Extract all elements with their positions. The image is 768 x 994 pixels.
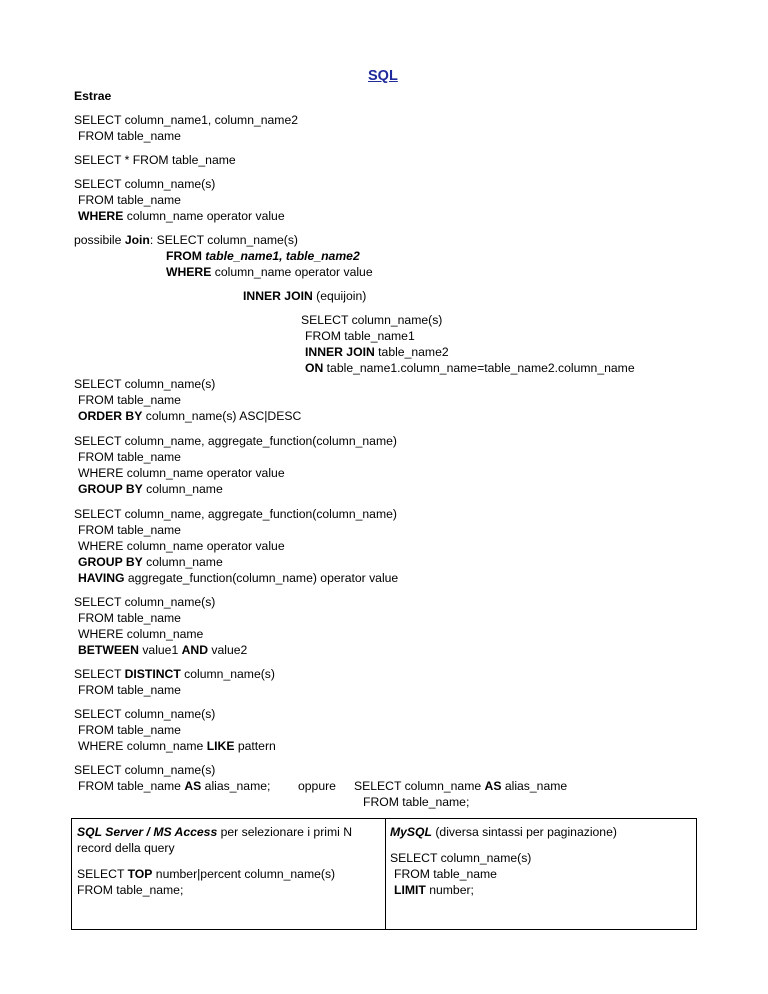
code-line: FROM table_name1: [305, 329, 415, 343]
code-line: FROM table_name: [394, 867, 497, 881]
code-line: [301, 360, 635, 376]
code-line: SELECT column_name(s): [390, 851, 532, 865]
keyword: BETWEEN: [78, 643, 139, 657]
code-line: [74, 554, 398, 570]
keyword: INNER JOIN: [305, 345, 375, 359]
query-alias: [74, 762, 270, 794]
keyword: LIMIT: [394, 883, 426, 897]
code-line: [74, 570, 398, 586]
code-text: column_name(s): [180, 667, 275, 681]
code-line: SELECT column_name1, column_name2: [74, 113, 299, 127]
query-distinct: [74, 666, 275, 698]
code-text: : SELECT column_name(s): [149, 233, 298, 247]
keyword: DISTINCT: [124, 667, 181, 681]
query-between: [74, 594, 247, 658]
keyword: AND: [181, 643, 209, 657]
code-line: FROM table_name: [78, 450, 181, 464]
code-text: number|percent column_name(s): [152, 867, 336, 881]
code-text: (equijoin): [312, 289, 367, 303]
inner-join-heading: [243, 288, 366, 304]
query-select-columns: [74, 112, 298, 144]
product-name: SQL Server / MS Access: [77, 825, 218, 839]
code-line: [74, 408, 301, 424]
keyword: GROUP BY: [78, 555, 143, 569]
cell-text: per selezionare i primi N record della query: [77, 825, 353, 855]
page-title: SQL: [368, 68, 398, 84]
code-text: pattern: [234, 739, 276, 753]
code-line: [74, 666, 275, 682]
join-where-line: [166, 264, 373, 280]
code-text: value1: [138, 643, 182, 657]
code-line: FROM table_name: [78, 723, 181, 737]
join-from-line: [166, 248, 360, 264]
keyword: Join: [124, 233, 150, 247]
code-text: column_name operator value: [123, 209, 285, 223]
keyword: ORDER BY: [78, 409, 143, 423]
code-line: FROM table_name;: [77, 883, 184, 897]
code-text: column_name operator value: [211, 265, 373, 279]
limit-comparison-table: [71, 818, 697, 930]
code-line: [74, 778, 270, 794]
keyword: LIKE: [206, 739, 235, 753]
keyword: WHERE: [78, 209, 124, 223]
code-line: [74, 481, 397, 497]
code-line: WHERE column_name: [78, 627, 204, 641]
code-text: aggregate_function(column_name) operator value: [124, 571, 399, 585]
cell-heading: [390, 824, 690, 840]
code-line: [301, 344, 635, 360]
section-heading: Estrae: [74, 89, 112, 103]
code-line: SELECT column_name, aggregate_function(column_name): [74, 434, 397, 448]
query-like: [74, 706, 276, 754]
code-line: WHERE column_name operator value: [78, 466, 285, 480]
code-line: [74, 642, 247, 658]
code-text: column_name: [142, 482, 223, 496]
code-line: FROM table_name: [78, 393, 181, 407]
oppure-label: oppure: [298, 779, 336, 793]
keyword: GROUP BY: [78, 482, 143, 496]
keyword: WHERE: [166, 265, 212, 279]
code-line: FROM table_name: [78, 193, 181, 207]
code-text: SELECT column_name: [354, 779, 485, 793]
code-line: FROM table_name;: [363, 795, 470, 809]
code-text: WHERE column_name: [78, 739, 207, 753]
code-text: column_name(s) ASC|DESC: [142, 409, 302, 423]
keyword: ON: [305, 361, 324, 375]
keyword: INNER JOIN: [243, 289, 313, 303]
code-line: [354, 778, 567, 794]
query-where: [74, 176, 285, 224]
query-order-by: [74, 376, 301, 424]
query-select-all: [74, 152, 236, 168]
code-line: SELECT column_name(s): [74, 377, 216, 391]
code-text: SELECT: [74, 667, 125, 681]
code-line: SELECT * FROM table_name: [74, 153, 236, 167]
code-text: alias_name: [501, 779, 568, 793]
code-text: number;: [425, 883, 474, 897]
keyword: TOP: [127, 867, 153, 881]
code-text: value2: [208, 643, 248, 657]
code-line: FROM table_name: [78, 523, 181, 537]
code-line: SELECT column_name(s): [74, 595, 216, 609]
table-cell-mysql: [390, 824, 690, 898]
keyword: AS: [184, 779, 202, 793]
product-name: MySQL: [390, 825, 432, 839]
code-text: alias_name;: [201, 779, 271, 793]
code-line: SELECT column_name(s): [74, 707, 216, 721]
cell-heading: [77, 824, 377, 856]
code-text: SELECT: [77, 867, 128, 881]
join-tables: table_name1, table_name2: [205, 249, 360, 263]
code-line: FROM table_name: [78, 611, 181, 625]
code-line: FROM table_name: [78, 129, 181, 143]
code-text: table_name1.column_name=table_name2.column_name: [323, 361, 635, 375]
query-inner-join: [301, 312, 635, 376]
code-line: [390, 882, 690, 898]
code-line: SELECT column_name, aggregate_function(column_name): [74, 507, 397, 521]
code-text: possibile: [74, 233, 125, 247]
code-line: SELECT column_name(s): [74, 763, 216, 777]
table-cell-sqlserver: [77, 824, 377, 898]
code-line: WHERE column_name operator value: [78, 539, 285, 553]
keyword: AS: [484, 779, 502, 793]
code-line: SELECT column_name(s): [301, 313, 443, 327]
code-line: FROM table_name: [78, 683, 181, 697]
code-text: FROM table_name: [78, 779, 185, 793]
query-having: [74, 506, 398, 586]
keyword: FROM: [166, 249, 202, 263]
query-alias-alt: [354, 778, 567, 810]
code-line: [74, 738, 276, 754]
code-line: [77, 866, 377, 882]
code-text: column_name: [142, 555, 223, 569]
table-divider: [385, 819, 386, 929]
keyword: HAVING: [78, 571, 125, 585]
code-line: SELECT column_name(s): [74, 177, 216, 191]
join-line: [74, 232, 298, 248]
cell-text: (diversa sintassi per paginazione): [431, 825, 617, 839]
code-text: table_name2: [374, 345, 449, 359]
query-group-by: [74, 433, 397, 497]
code-line: [74, 208, 285, 224]
